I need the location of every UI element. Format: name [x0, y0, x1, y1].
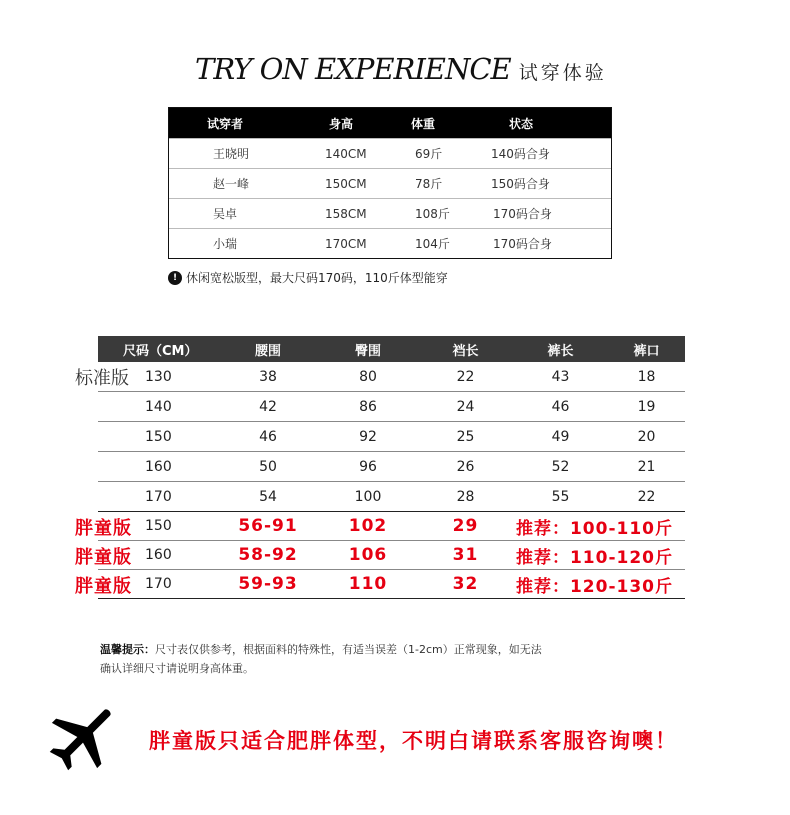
- cell-hip: 92: [359, 428, 377, 445]
- table-row: [169, 198, 611, 228]
- notice-icon: !: [168, 271, 182, 285]
- cell-rise: 26: [456, 458, 475, 475]
- size-table-header: [98, 336, 685, 362]
- slogan-warning: 胖童版只适合肥胖体型，不明白请联系客服咨询噢！: [149, 729, 678, 753]
- cell-hem: 22: [637, 488, 656, 505]
- cell-status: 150码合身: [491, 177, 550, 191]
- cell-rise: 32: [452, 574, 479, 594]
- table-row-fat: [75, 541, 685, 570]
- header-height: 身高: [329, 116, 354, 131]
- tryon-table: [168, 107, 612, 259]
- cell-length: 46: [551, 398, 570, 415]
- cell-length: 43: [551, 368, 570, 385]
- cell-hem: 21: [637, 458, 656, 475]
- cell-rise: 24: [456, 398, 475, 415]
- cell-hip: 100: [354, 488, 382, 505]
- table-row: [169, 228, 611, 258]
- cell-size: 160: [145, 547, 172, 563]
- table-row: [75, 362, 685, 392]
- cell-status: 140码合身: [491, 147, 550, 161]
- table-row: [98, 452, 685, 482]
- cell-rise: 25: [456, 428, 475, 445]
- cell-hip: 80: [359, 368, 377, 385]
- cell-height: 158CM: [325, 206, 367, 221]
- table-row: [169, 138, 611, 168]
- cell-recommend: 推荐：120-130斤: [515, 576, 673, 597]
- fat-version-label: 胖童版: [75, 518, 132, 539]
- cell-tester: 小瑞: [213, 237, 238, 251]
- cell-hip: 86: [359, 398, 377, 415]
- cell-hip: 106: [348, 545, 388, 565]
- cell-recommend: 推荐：110-120斤: [515, 547, 673, 568]
- standard-version-label: 标准版: [75, 368, 129, 389]
- cell-status: 170码合身: [493, 207, 552, 221]
- cell-size: 160: [145, 458, 172, 475]
- cell-length: 49: [551, 428, 570, 445]
- cell-tester: 吴卓: [213, 207, 238, 221]
- fit-note-text: 休闲宽松版型，最大尺码170码，110斤体型能穿: [186, 271, 448, 285]
- table-row: [98, 422, 685, 452]
- fit-note: [168, 269, 448, 286]
- cell-rise: 28: [456, 488, 475, 505]
- cell-height: 140CM: [325, 146, 367, 161]
- fat-version-label: 胖童版: [75, 547, 132, 568]
- cell-tester: 王晓明: [213, 147, 250, 161]
- page-title: [195, 52, 607, 86]
- cell-status: 170码合身: [493, 237, 552, 251]
- cell-waist: 56-91: [238, 516, 298, 536]
- table-row: [98, 482, 685, 512]
- cell-weight: 78斤: [415, 177, 443, 191]
- cell-hem: 18: [637, 368, 656, 385]
- warm-tip: [100, 640, 620, 678]
- cell-rise: 31: [452, 545, 479, 565]
- tip-line-2: 确认详细尺寸请说明身高体重。: [100, 662, 254, 675]
- cell-weight: 108斤: [415, 207, 450, 221]
- cell-waist: 42: [259, 398, 277, 415]
- header-weight: 体重: [411, 116, 436, 131]
- title-chinese: 试穿体验: [518, 62, 607, 84]
- cell-waist: 46: [259, 428, 277, 445]
- header-rise: 裆长: [452, 343, 479, 359]
- cell-weight: 69斤: [415, 147, 443, 161]
- cell-size: 170: [145, 488, 172, 505]
- table-row-fat: [75, 512, 685, 541]
- table-row-fat: [75, 570, 685, 599]
- cell-length: 52: [551, 458, 570, 475]
- header-hem: 裤口: [633, 343, 660, 359]
- cell-hem: 19: [637, 398, 656, 415]
- airplane-icon: [48, 700, 118, 774]
- cell-size: 150: [145, 518, 172, 534]
- header-status: 状态: [509, 116, 534, 131]
- tryon-table-header: [169, 108, 611, 138]
- cell-size: 170: [145, 576, 172, 592]
- cell-waist: 38: [259, 368, 277, 385]
- table-row: [98, 392, 685, 422]
- cell-hem: 20: [637, 428, 656, 445]
- cell-height: 170CM: [325, 236, 367, 251]
- cell-tester: 赵一峰: [213, 177, 250, 191]
- cell-rise: 29: [452, 516, 479, 536]
- size-table: [75, 336, 685, 599]
- fat-version-label: 胖童版: [75, 576, 132, 597]
- cell-length: 55: [551, 488, 570, 505]
- cell-waist: 59-93: [238, 574, 298, 594]
- cell-size: 150: [145, 428, 172, 445]
- cell-size: 130: [145, 368, 172, 385]
- header-length: 裤长: [547, 343, 574, 359]
- cell-hip: 96: [359, 458, 377, 475]
- header-hip: 臀围: [354, 343, 381, 359]
- cell-size: 140: [145, 398, 172, 415]
- cell-hip: 102: [348, 516, 388, 536]
- header-tester: 试穿者: [207, 116, 244, 131]
- tip-label: 温馨提示：: [100, 643, 155, 656]
- cell-height: 150CM: [325, 176, 367, 191]
- table-row: [169, 168, 611, 198]
- cell-hip: 110: [348, 574, 388, 594]
- title-english: TRY ON EXPERIENCE: [195, 52, 511, 86]
- cell-waist: 58-92: [238, 545, 298, 565]
- header-size: 尺码（CM）: [123, 343, 198, 359]
- cell-rise: 22: [456, 368, 475, 385]
- cell-waist: 50: [259, 458, 277, 475]
- cell-weight: 104斤: [415, 237, 450, 251]
- cell-recommend: 推荐：100-110斤: [515, 518, 673, 539]
- tip-line-1: 尺寸表仅供参考，根据面料的特殊性，有适当误差（1-2cm）正常现象，如无法: [155, 643, 542, 656]
- cell-waist: 54: [259, 488, 277, 505]
- header-waist: 腰围: [254, 343, 281, 359]
